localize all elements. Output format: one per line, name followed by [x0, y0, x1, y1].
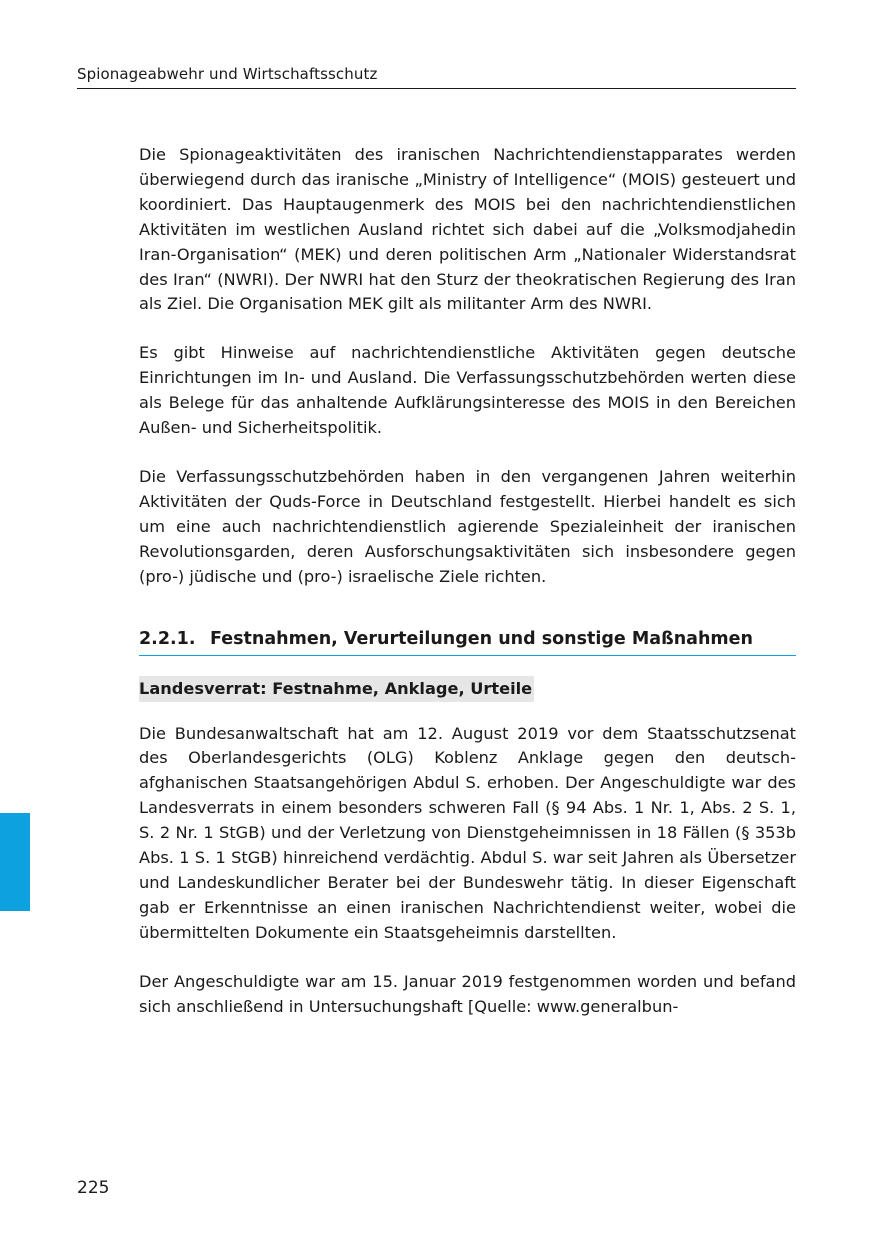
chapter-side-tab — [0, 813, 30, 911]
paragraph-activities: Es gibt Hinweise auf nachrichtendienstliche Aktivitäten gegen deutsche Einrichtungen im In- und Ausland. Die Verfassungsschutzbehörden werten diese als Belege für das anhaltende Aufklärungsinteresse des MOIS in den Bereichen Außen- und Sicherheitspolitik. — [139, 343, 796, 438]
paragraph-indictment: Die Bundesanwaltschaft hat am 12. August 2019 vor dem Staatsschutzsenat des Oberlandesgerichts (OLG) Koblenz Anklage gegen den deutsch-afghanischen Staatsangehörigen Abdul S. erhoben. Der Angeschuldigte war des Landesverrats in einem besonders schweren Fall (§ 94 Abs. 1 Nr. 1, Abs. 2 S. 1, S. 2 Nr. 1 StGB) und der Verletzung von Dienstgeheimnissen in 18 Fällen (§ 353b Abs. 1 S. 1 StGB) hinreichend verdächtig. Abdul S. war seit Jahren als Übersetzer und Landeskundlicher Berater bei der Bundeswehr tätig. In dieser Eigenschaft gab er Erkenntnisse an einen iranischen Nachrichtendienst weiter, wobei die übermittelten Dokumente ein Staatsgeheimnis darstellten. — [139, 723, 796, 942]
section-number: 2.2.1. — [139, 628, 196, 649]
header-rule — [77, 88, 796, 89]
paragraph-quds-force: Die Verfassungsschutzbehörden haben in den vergangenen Jahren weiterhin Aktivitäten der Quds-Force in Deutschland festgestellt. Hierbei handelt es sich um eine auch nachrichtendienstlich agierende Spezialeinheit der iranischen Revolutionsgarden, deren Ausforschungsaktivitäten sich insbesondere gegen (pro-) jüdische und (pro-) israelische Ziele richten. — [139, 466, 796, 586]
page-content — [139, 143, 796, 1019]
section-title: Festnahmen, Verurteilungen und sonstige Maßnahmen — [210, 628, 753, 649]
subsection-heading-wrap — [139, 676, 796, 702]
section-heading — [139, 627, 796, 656]
paragraph-arrest: Der Angeschuldigte war am 15. Januar 2019 festgenommen worden und befand sich anschließend in Untersuchungshaft [Quelle: www.generalbun- — [139, 971, 796, 1016]
paragraph-mois: Die Spionageaktivitäten des iranischen Nachrichtendienstapparates werden überwiegend durch das iranische „Ministry of Intelligence“ (MOIS) gesteuert und koordiniert. Das Hauptaugenmerk des MOIS bei den nachrichtendienstlichen Aktivitäten im westlichen Ausland richtet sich dabei auf die „Volksmodjahedin Iran-Organisation“ (MEK) und deren politischen Arm „Nationaler Widerstandsrat des Iran“ (NWRI). Der NWRI hat den Sturz der theokratischen Regierung des Iran als Ziel. Die Organisation MEK gilt als militanter Arm des NWRI. — [139, 145, 796, 314]
running-header: Spionageabwehr und Wirtschaftsschutz — [77, 65, 378, 83]
page-number: 225 — [77, 1178, 110, 1198]
subsection-heading: Landesverrat: Festnahme, Anklage, Urteile — [139, 676, 534, 702]
